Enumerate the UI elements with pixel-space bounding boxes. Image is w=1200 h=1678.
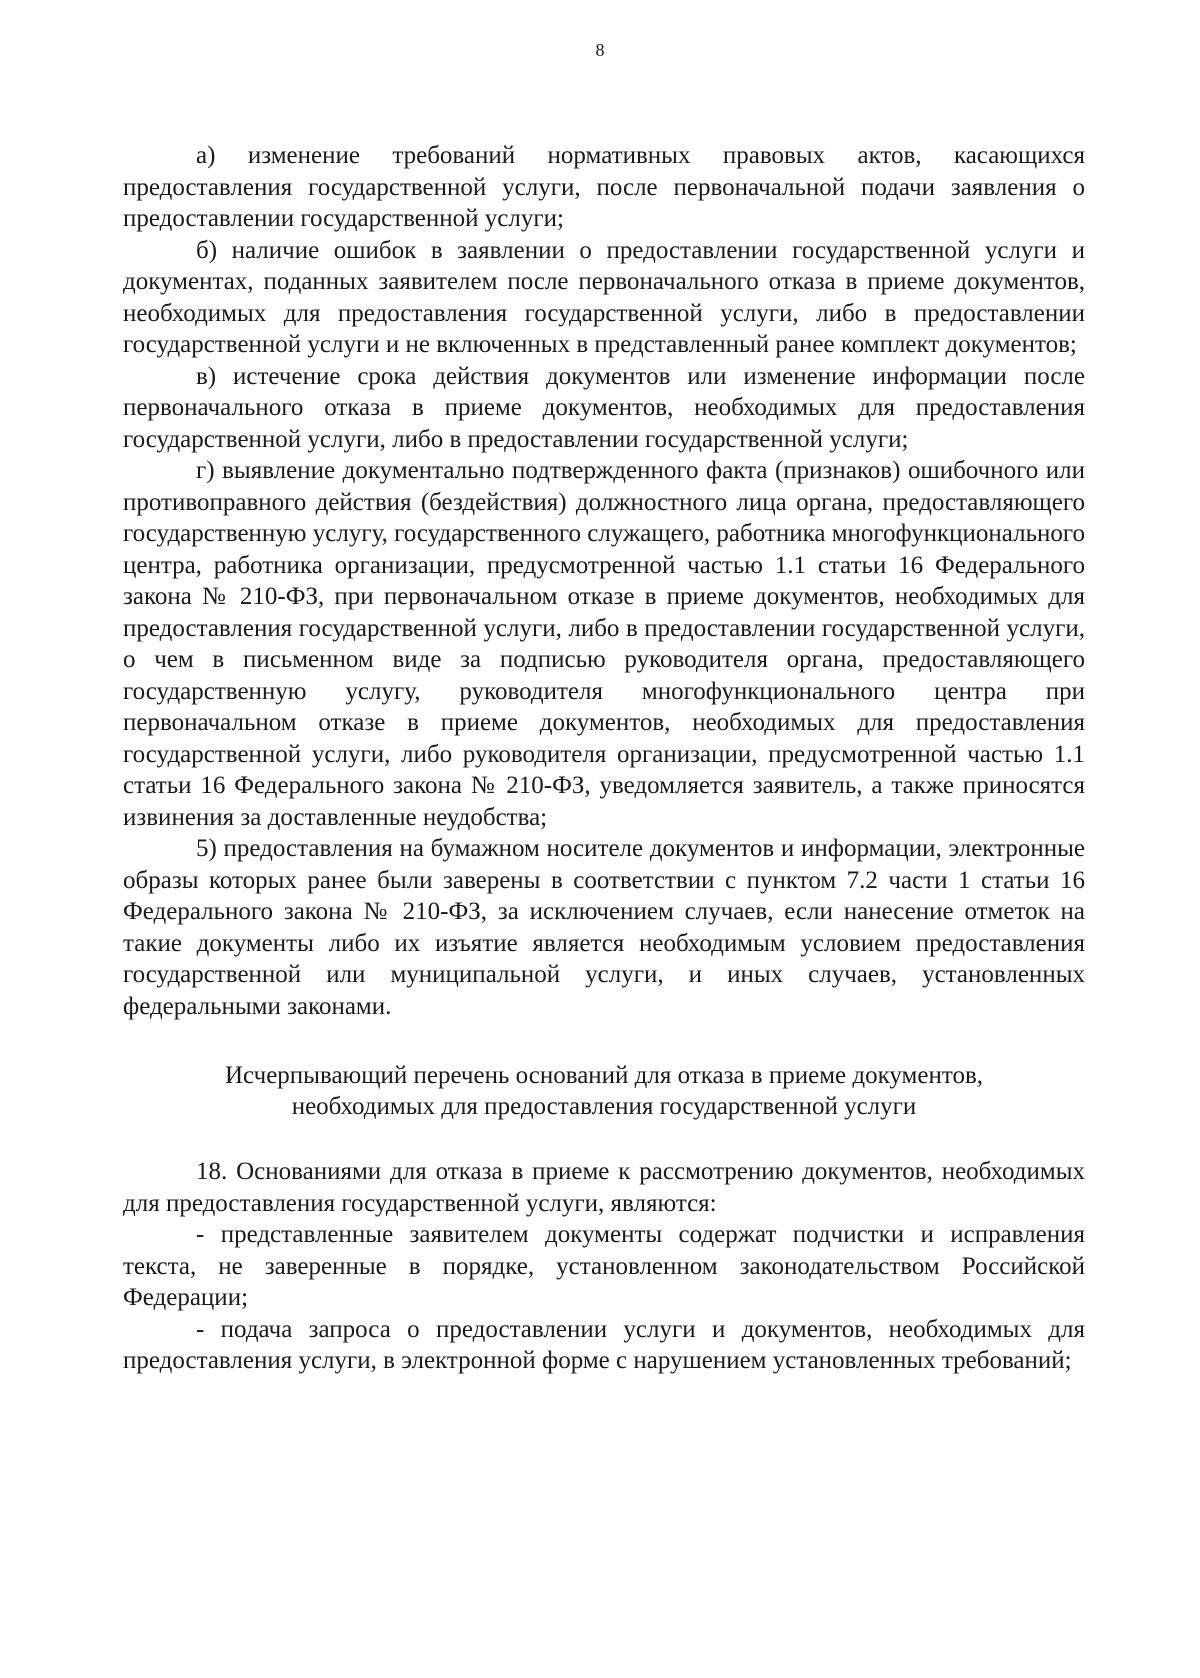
section-heading-line-2: необходимых для предоставления государственной услуги [291, 1093, 917, 1120]
page-number: 8 [595, 40, 605, 60]
paragraph-g: г) выявление документально подтвержденного факта (признаков) ошибочного или противоправного действия (бездействия) должностного лица органа, предоставляющего государственную услугу, государственного служащего, работника многофункционального центра, работника организации, предусмотренной частью 1.1 статьи 16 Федерального закона № 210-ФЗ, при первоначальном отказе в приеме документов, необходимых для предоставления государственной услуги, либо в предоставлении государственной услуги, о чем в письменном виде за подписью руководителя органа, предоставляющего государственную услугу, руководителя многофункционального центра при первоначальном отказе в приеме документов, необходимых для предоставления государственной услуги, либо руководителя организации, предусмотренной частью 1.1 статьи 16 Федерального закона № 210-ФЗ, уведомляется заявитель, а также приносятся извинения за доставленные неудобства; [123, 457, 1085, 831]
document-body [123, 140, 1085, 1377]
paragraph-18: 18. Основаниями для отказа в приеме к рассмотрению документов, необходимых для предоставления государственной услуги, являются: [123, 1158, 1085, 1217]
paragraph-v: в) истечение срока действия документов или изменение информации после первоначального отказа в приеме документов, необходимых для предоставления государственной услуги, либо в предоставлении государственной услуги; [123, 362, 1085, 453]
section-heading [123, 1060, 1085, 1122]
paragraph-b: б) наличие ошибок в заявлении о предоставлении государственной услуги и документах, поданных заявителем после первоначального отказа в приеме документов, необходимых для предоставления государственной услуги, либо в предоставлении государственной услуги и не включенных в представленный ранее комплект документов; [123, 236, 1085, 358]
paragraph-a: а) изменение требований нормативных правовых актов, касающихся предоставления государственной услуги, после первоначальной подачи заявления о предоставлении государственной услуги; [123, 142, 1085, 232]
list-item-corrections: - представленные заявителем документы содержат подчистки и исправления текста, не заверенные в порядке, установленном законодательством Российской Федерации; [123, 1221, 1085, 1311]
paragraph-5: 5) предоставления на бумажном носителе документов и информации, электронные образы которых ранее были заверены в соответствии с пунктом 7.2 части 1 статьи 16 Федерального закона № 210-ФЗ, за исключением случаев, если нанесение отметок на такие документы либо их изъятие является необходимым условием предоставления государственной или муниципальной услуги, и иных случаев, установленных федеральными законами. [123, 835, 1085, 1020]
list-item-electronic-request: - подача запроса о предоставлении услуги и документов, необходимых для предоставления услуги, в электронной форме с нарушением установленных требований; [123, 1315, 1085, 1374]
section-heading-line-1: Исчерпывающий перечень оснований для отказа в приеме документов, [224, 1062, 984, 1089]
